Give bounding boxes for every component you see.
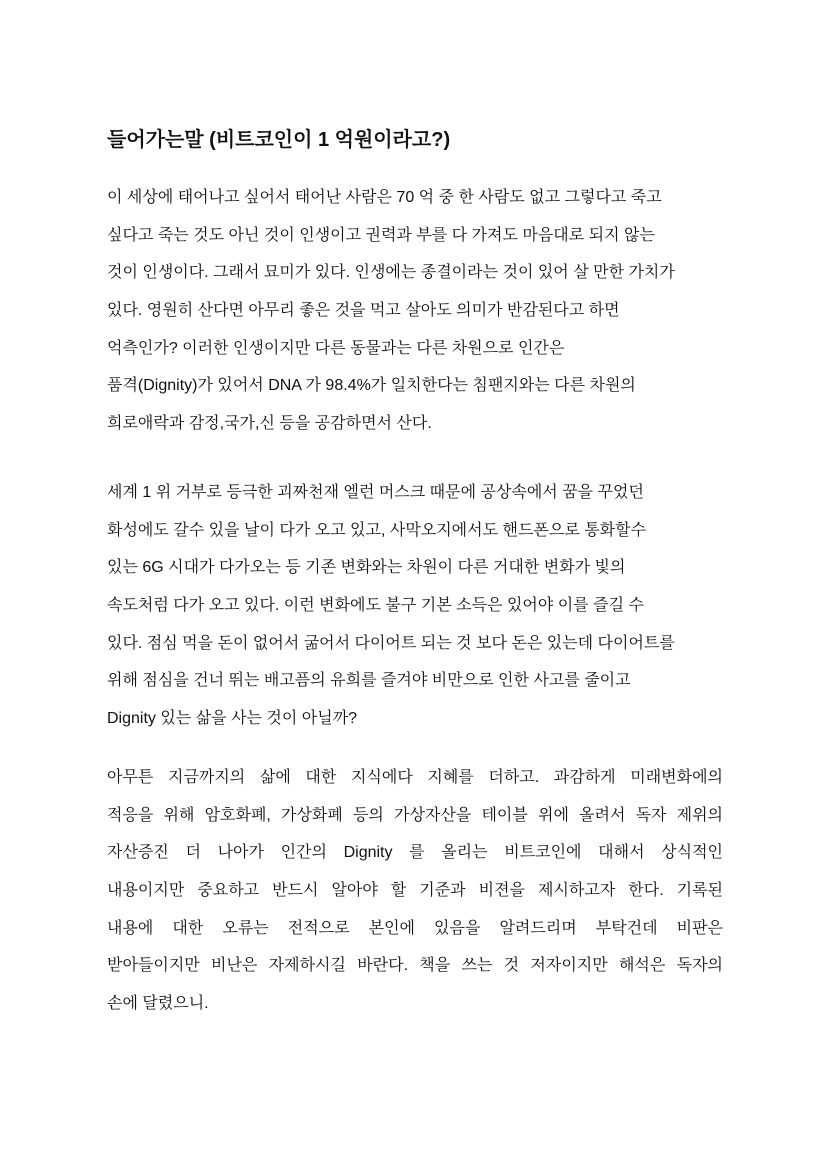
text-line: 위해 점심을 건너 뛰는 배고픔의 유희를 즐겨야 비만으로 인한 사고를 줄이고 [107, 672, 631, 690]
text-line: 손에 달렸으니. [107, 995, 209, 1013]
text-line: 내용에 대한 오류는 전적으로 본인에 있음을 알려드리며 부탁건데 비판은 [107, 919, 723, 937]
paragraph-2 [107, 474, 723, 738]
text-line: 희로애락과 감정,국가,신 등을 공감하면서 산다. [107, 415, 432, 433]
text-line: 아무튼 지금까지의 삶에 대한 지식에다 지혜를 더하고. 과감하게 미래변화에의 [107, 769, 723, 786]
paragraph-1 [107, 179, 723, 443]
text-line: 품격(Dignity)가 있어서 DNA 가 98.4%가 일치한다는 침팬지와는 다른 차원의 [107, 377, 636, 395]
text-line: 내용이지만 중요하고 반드시 알아야 할 기준과 비젼을 제시하고자 한다. 기록된 [107, 882, 723, 900]
text-line: Dignity 있는 삶을 사는 것이 아닐까? [107, 710, 358, 728]
document-title: 들어가는말 (비트코인이 1 억원이라고?) [107, 129, 451, 151]
text-line: 것이 인생이다. 그래서 묘미가 있다. 인생에는 종결이라는 것이 있어 살 만한 가치가 [107, 264, 675, 282]
text-line: 싶다고 죽는 것도 아닌 것이 인생이고 권력과 부를 다 가져도 마음대로 되지 않는 [107, 226, 655, 244]
text-line: 화성에도 갈수 있을 날이 다가 오고 있고, 사막오지에서도 핸드폰으로 통화할수 [107, 521, 647, 539]
text-line: 받아들이지만 비난은 자제하시길 바란다. 책을 쓰는 것 저자이지만 해석은 독자의 [107, 957, 723, 975]
text-line: 억측인가? 이러한 인생이지만 다른 동물과는 다른 차원으로 인간은 [107, 339, 565, 357]
text-line: 있다. 영원히 산다면 아무리 좋은 것을 먹고 살아도 의미가 반감된다고 하면 [107, 302, 620, 320]
text-line: 자산증진 더 나아가 인간의 Dignity 를 올리는 비트코인에 대해서 상식적인 [107, 844, 723, 862]
text-line: 있는 6G 시대가 다가오는 등 기존 변화와는 차원이 다른 거대한 변화가 빛의 [107, 559, 626, 577]
text-line: 속도처럼 다가 오고 있다. 이런 변화에도 불구 기본 소득은 있어야 이를 즐길 수 [107, 597, 644, 615]
text-line: 이 세상에 태어나고 싶어서 태어난 사람은 70 억 중 한 사람도 없고 그렇다고 죽고 [107, 189, 662, 206]
text-line: 세계 1 위 거부로 등극한 괴짜천재 엘런 머스크 때문에 공상속에서 꿈을 꾸었던 [107, 484, 644, 501]
text-line: 있다. 점심 먹을 돈이 없어서 굶어서 다이어트 되는 것 보다 돈은 있는데 다이어트를 [107, 634, 675, 652]
text-line: 적응을 위해 암호화폐, 가상화폐 등의 가상자산을 테이블 위에 올려서 독자 제위의 [107, 806, 723, 824]
paragraph-3 [107, 759, 723, 1023]
